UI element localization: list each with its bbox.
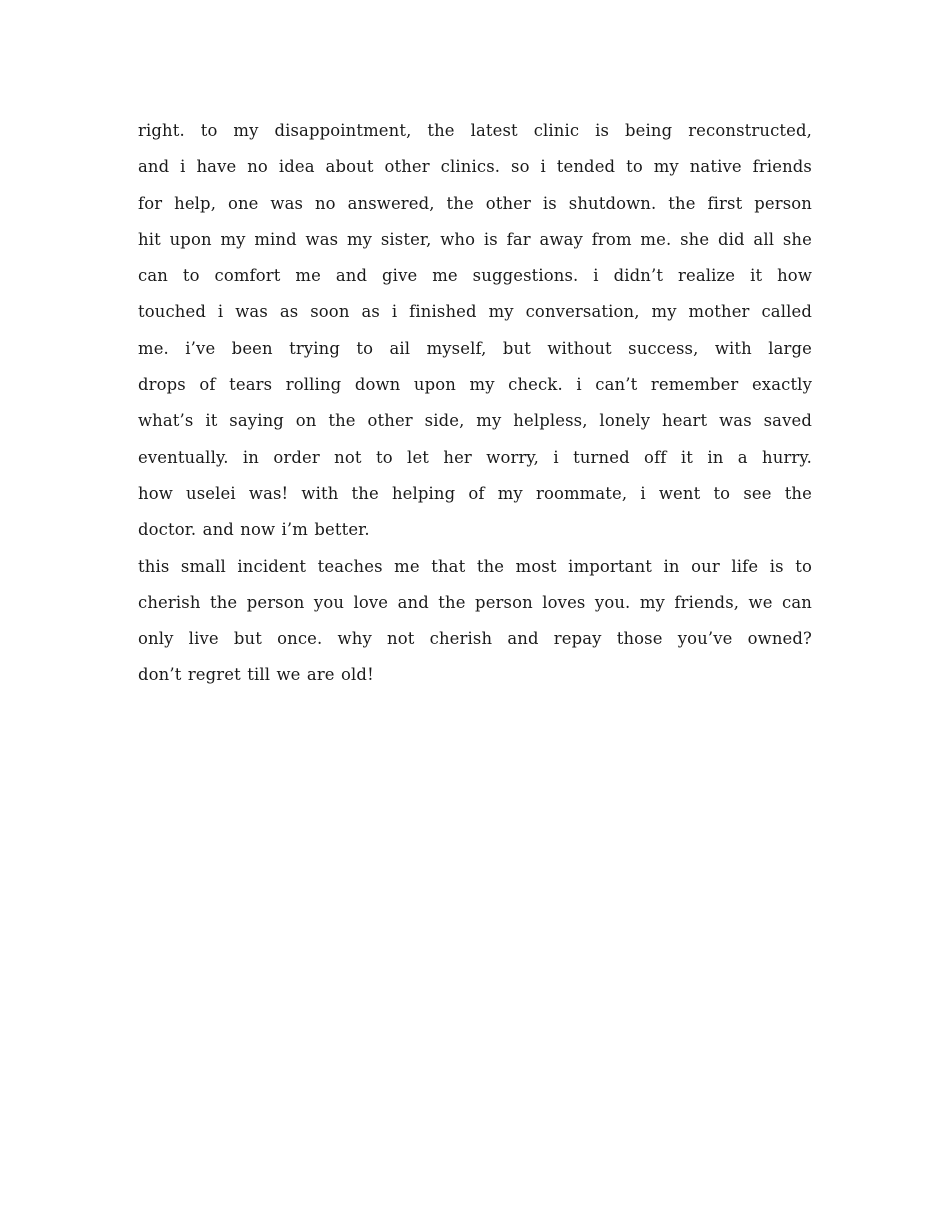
paragraph-1: [138, 113, 812, 549]
text-line: and i have no idea about other clinics. so i tended to my native friends: [138, 157, 812, 177]
text-line: don’t regret till we are old!: [138, 665, 374, 685]
text-line: only live but once. why not cherish and repay those you’ve owned?: [138, 629, 812, 649]
text-line: eventually. in order not to let her worry, i turned off it in a hurry.: [138, 447, 812, 467]
text-line: cherish the person you love and the person loves you. my friends, we can: [138, 592, 812, 612]
text-line: me. i’ve been trying to ail myself, but without success, with large: [138, 338, 812, 358]
text-line: for help, one was no answered, the other is shutdown. the first person: [138, 193, 812, 213]
document-body: [138, 113, 812, 694]
text-line: drops of tears rolling down upon my check. i can’t remember exactly: [138, 375, 812, 395]
text-line: what’s it saying on the other side, my helpless, lonely heart was saved: [138, 411, 812, 431]
text-line: how uselei was! with the helping of my roommate, i went to see the: [138, 483, 812, 503]
text-line: can to comfort me and give me suggestions. i didn’t realize it how: [138, 266, 812, 286]
paragraph-2: [138, 549, 812, 694]
text-line: touched i was as soon as i finished my conversation, my mother called: [138, 302, 812, 322]
text-line: doctor. and now i’m better.: [138, 520, 370, 540]
text-line: this small incident teaches me that the most important in our life is to: [138, 556, 812, 576]
text-line: right. to my disappointment, the latest clinic is being reconstructed,: [138, 121, 812, 140]
text-line: hit upon my mind was my sister, who is far away from me. she did all she: [138, 229, 812, 249]
